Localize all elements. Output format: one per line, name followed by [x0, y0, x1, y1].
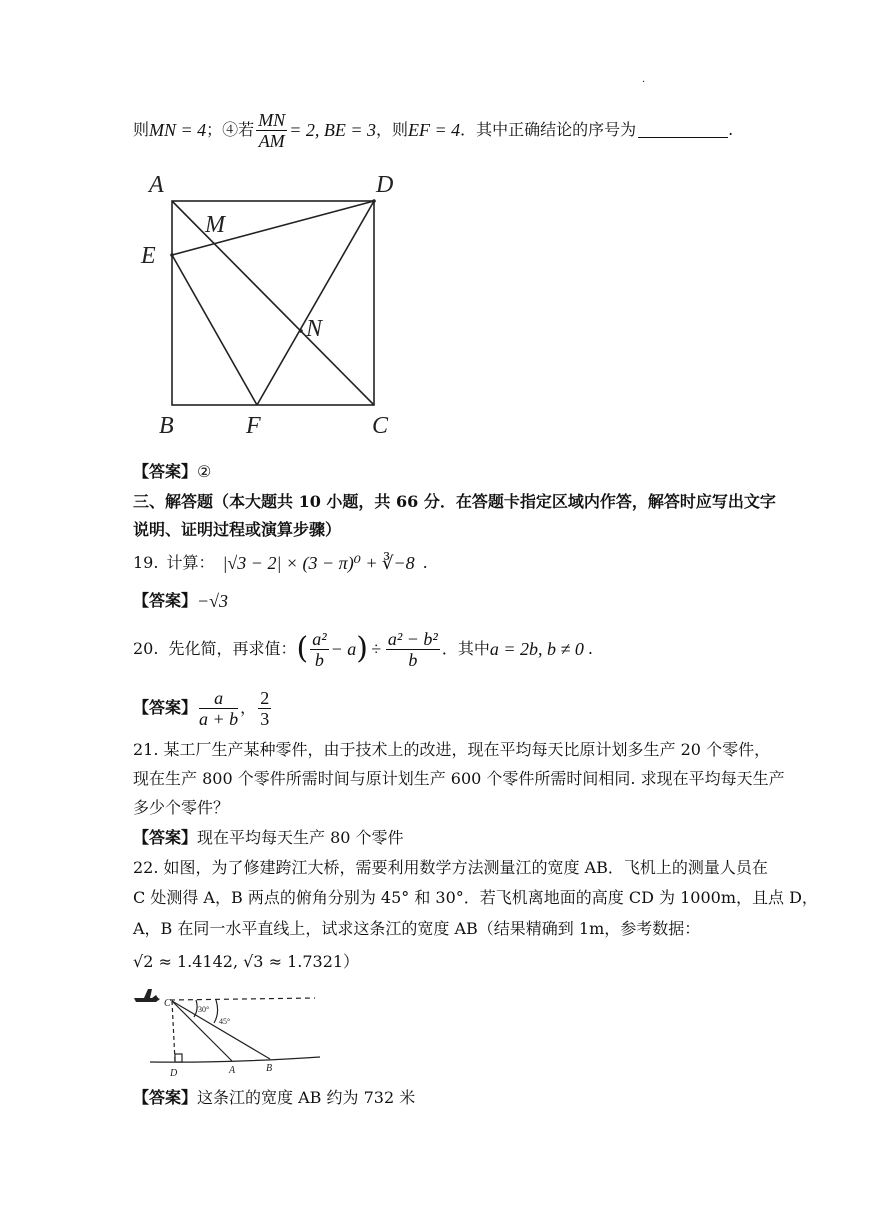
- label-c: C: [164, 998, 171, 1009]
- answer-tag: 【答案】: [133, 698, 198, 717]
- answer-20-fraction: [199, 688, 238, 729]
- answer-value: −√3: [197, 591, 229, 611]
- intro-mn: MN = 4: [149, 120, 207, 140]
- q21-line1: 21. 某工厂生产某种零件，由于技术上的改进，现在平均每天比原计划多生产 20 个零件，: [133, 740, 771, 759]
- intro-end: .: [728, 120, 734, 139]
- right-angle-mark: [175, 1054, 182, 1062]
- q20-fraction-1: [310, 629, 328, 670]
- label-n: N: [306, 316, 323, 342]
- section-header-line2: 说明、证明过程或演算步骤）: [133, 520, 342, 539]
- q20-end: .: [587, 639, 593, 658]
- point-d: [372, 199, 376, 203]
- horizontal-dashed-line: [170, 998, 315, 1000]
- intro-then: ，则: [375, 120, 408, 139]
- q20-div: ÷: [370, 639, 381, 659]
- label-a: A: [149, 172, 164, 198]
- intro-frac-den: AM: [258, 130, 285, 151]
- answer-tag: 【答案】: [133, 828, 198, 847]
- answer-20-value: [258, 688, 271, 729]
- answer-18: [133, 462, 211, 482]
- height-cd-line: [172, 1001, 175, 1061]
- point-e: [170, 253, 174, 257]
- label-a: A: [229, 1065, 236, 1076]
- q22-line3: A，B 在同一水平直线上，试求这条江的宽度 AB（结果精确到 1m，参考数据：: [133, 919, 701, 938]
- answer-20-num: a: [199, 688, 238, 709]
- q22-line4: √2 ≈ 1.4142, √3 ≈ 1.7321）: [133, 952, 360, 971]
- plane-figure: [130, 983, 330, 1079]
- q19-expression: |√3 − 2| × (3 − π)⁰ + ∛−8: [222, 553, 415, 573]
- answer-20-comma: ，: [240, 698, 257, 717]
- intro-ef: EF = 4: [408, 120, 461, 140]
- q19-number: 19.: [133, 553, 159, 572]
- angle-30-label: 30°: [198, 1005, 210, 1014]
- segment-fd: [257, 201, 374, 405]
- q20-f1-den: b: [314, 649, 324, 670]
- label-c: C: [372, 413, 389, 439]
- label-e: E: [141, 243, 156, 269]
- q20-condition: a = 2b, b ≠ 0: [489, 639, 584, 659]
- answer-value: 这条江的宽度 AB 约为 732 米: [197, 1088, 416, 1107]
- q19-label: 计算：: [166, 553, 215, 572]
- segment-ef: [172, 255, 257, 405]
- label-b: B: [266, 1063, 273, 1074]
- q19-end: .: [422, 553, 428, 572]
- airplane-icon: [134, 989, 160, 1002]
- answer-21: [133, 828, 404, 848]
- answer-tag: 【答案】: [133, 462, 198, 481]
- q20-label: 先化简，再求值：: [168, 639, 297, 658]
- angle-45-label: 45°: [219, 1017, 231, 1026]
- q20-cond-prefix: ．其中: [441, 639, 490, 658]
- label-b: B: [159, 413, 174, 439]
- section-header-line1: 三、解答题（本大题共 10 小题，共 66 分．在答题卡指定区域内作答，解答时应写出文字: [133, 492, 776, 511]
- question-19: [133, 553, 428, 573]
- answer-20-value-den: 3: [260, 708, 270, 729]
- answer-tag: 【答案】: [133, 1088, 198, 1107]
- left-paren: (: [296, 631, 309, 666]
- answer-22: [133, 1088, 415, 1108]
- intro-fraction: [256, 110, 287, 151]
- diagonal-ac: [172, 201, 374, 405]
- square-figure: [135, 168, 405, 443]
- label-f: F: [246, 413, 261, 439]
- q20-f1-num: a²: [312, 628, 327, 649]
- q20-f2-num: a² − b²: [387, 628, 438, 649]
- point-n: [299, 329, 303, 333]
- intro-question: ．其中正确结论的序号为: [460, 120, 637, 139]
- intro-prefix: 则: [133, 120, 150, 139]
- angle-45-arc: [214, 1000, 218, 1023]
- q20-number: 20.: [133, 639, 159, 658]
- answer-20-den: a + b: [199, 708, 239, 729]
- segment-ed: [172, 201, 374, 255]
- q20-fraction-2: [386, 629, 440, 670]
- answer-value: 现在平均每天生产 80 个零件: [197, 828, 404, 847]
- answer-blank: [638, 123, 728, 138]
- label-d: D: [170, 1068, 178, 1079]
- intro-frac-num: MN: [258, 109, 286, 130]
- q21-line2: 现在生产 800 个零件所需时间与原计划生产 600 个零件所需时间相同. 求现在平均每天生产: [133, 769, 785, 788]
- right-paren: ): [356, 631, 368, 666]
- q20-minus-a: − a: [330, 639, 357, 659]
- answer-20-value-num: 2: [260, 687, 270, 708]
- intro-line: [133, 108, 733, 152]
- label-d: D: [376, 172, 394, 198]
- q20-f2-den: b: [408, 649, 418, 670]
- intro-sep: ；④若: [206, 120, 255, 139]
- intro-cond: = 2, BE = 3: [289, 120, 376, 140]
- answer-value: ②: [197, 462, 212, 481]
- page-dot: .: [642, 74, 646, 85]
- label-m: M: [205, 212, 225, 238]
- answer-19: [133, 591, 228, 611]
- q21-line3: 多少个零件？: [133, 798, 230, 817]
- answer-20: [133, 684, 273, 732]
- q22-line1: 22. 如图，为了修建跨江大桥，需要利用数学方法测量江的宽度 AB．飞机上的测量人员在: [133, 858, 768, 877]
- q22-line2: C 处测得 A，B 两点的俯角分别为 45° 和 30°．若飞机离地面的高度 CD 为 1000m，且点 D，: [133, 888, 818, 907]
- answer-tag: 【答案】: [133, 591, 198, 610]
- question-20: [133, 624, 593, 674]
